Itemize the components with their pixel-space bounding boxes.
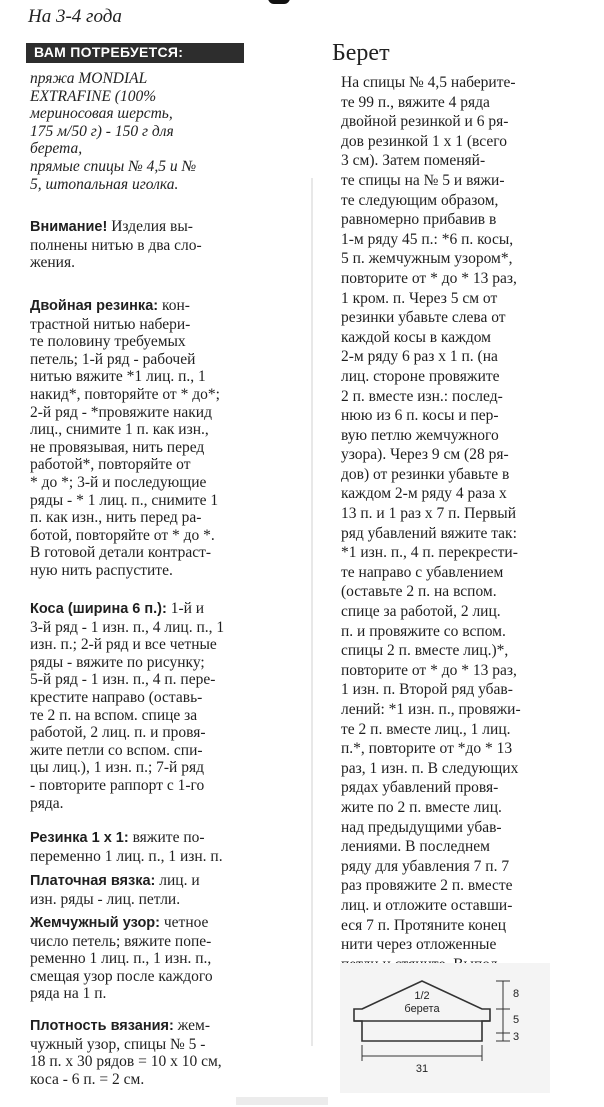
beret-text-line: лениями. В последнем (341, 838, 490, 856)
schematic-label-bottom: берета (404, 1003, 440, 1015)
double-rib-text: накид*, повторяйте от * до*; (30, 385, 220, 403)
garter-text: лиц. и (155, 872, 200, 889)
double-rib-label: Двойная резинка: (30, 298, 159, 314)
double-rib-text: ряды - * 1 лиц. п., снимите 1 (30, 491, 219, 509)
beret-text-line: нити через отложенные (341, 936, 497, 954)
gauge-text: коса - 6 п. = 2 см. (30, 1070, 145, 1088)
beret-text-line: дов резинкой 1 х 1 (всего (341, 132, 507, 150)
beret-text-line: п.*, повторите от *до * 13 (341, 740, 513, 758)
double-rib-section (30, 297, 268, 580)
age-heading: На 3-4 года (28, 6, 122, 27)
double-rib-text: ботой, повторяйте от * до *. (30, 526, 215, 544)
beret-text-line: 1 кром. п. Через 5 см от (341, 289, 498, 307)
garter-section (30, 872, 268, 908)
beret-text-line: На спицы № 4,5 наберите- (341, 74, 516, 91)
dim-label-8: 8 (513, 988, 520, 1000)
beret-text-line: 1-м ряду 45 п.: *6 п. косы, (341, 230, 514, 248)
pearl-pattern-section (30, 914, 268, 1003)
beret-instructions (341, 73, 591, 994)
beret-text-line: п. и провяжите со вспом. (341, 622, 506, 640)
beret-text-line: 5 п. жемчужным узором*, (341, 250, 513, 268)
double-rib-text: нитью вяжите *1 лиц. п., 1 (30, 368, 206, 386)
schematic-label-top: 1/2 (414, 990, 430, 1002)
double-rib-text: те половину требуемых (30, 333, 186, 351)
beret-text-line: те 2 п. вместе лиц., 1 лиц. (341, 720, 511, 738)
beret-text-line: лиц. стороне провяжите (341, 367, 500, 385)
beret-text-line: раз, 1 изн. п. В следующих (341, 759, 519, 777)
materials-line: 5, штопальная иголка. (30, 175, 179, 193)
double-rib-text: лиц., снимите 1 п. как изн., (30, 421, 209, 439)
attention-label: Внимание! (30, 219, 108, 235)
cable-label: Коса (ширина 6 п.): (30, 601, 167, 617)
cable-text: 3-й ряд - 1 изн. п., 4 лиц. п., 1 (30, 618, 225, 636)
beret-text-line: те спицы на № 5 и вяжи- (341, 171, 505, 189)
rib-1x1-text: переменно 1 лиц. п., 1 изн. п. (30, 847, 223, 865)
pearl-text-line (30, 914, 268, 933)
gauge-section (30, 1017, 268, 1088)
page-footer-fragment (236, 1097, 328, 1105)
garter-label: Платочная вязка: (30, 873, 156, 889)
double-rib-text-line (30, 297, 268, 316)
beret-text-line: еся 7 п. Протяните конец (341, 916, 507, 934)
pearl-text: четное (160, 914, 209, 931)
beret-text-line: те 99 п., вяжите 4 ряда (341, 93, 490, 111)
beret-text-line: лиц. и отложите оставши- (341, 896, 513, 914)
attention-text: Изделия вы- (107, 218, 193, 235)
beret-schematic (340, 963, 550, 1093)
beret-text-line: каждом 2-м ряду 4 раза х (341, 485, 507, 503)
beret-text-line: вую петлю жемчужного (341, 426, 499, 444)
cable-text: 1-й и (166, 600, 205, 617)
pearl-text: ременно 1 лиц. п., 1 изн. п., (30, 950, 212, 968)
beret-text-line: спице за работой, 2 лиц. (341, 603, 501, 621)
attention-text: полнены нитью в два сло- (30, 236, 202, 254)
beret-text-line: 13 п. и 1 раз х 7 п. Первый (341, 505, 516, 523)
double-rib-text: п. как изн., нить перед ра- (30, 509, 202, 527)
gauge-text: жем- (173, 1017, 211, 1034)
cable-text: изн. п.; 2-й ряд и все четные (30, 636, 217, 654)
beret-text-line: повторите от * до * 13 раз, (341, 661, 517, 679)
gauge-label: Плотность вязания: (30, 1018, 174, 1034)
materials-line: EXTRAFINE (100% (30, 87, 157, 105)
beret-text-line: (оставьте 2 п. на вспом. (341, 583, 497, 601)
cable-text: работой, 2 лиц. п. и провя- (30, 724, 206, 742)
gauge-text-line (30, 1017, 268, 1036)
beret-text-line: резинки убавьте слева от (341, 309, 506, 327)
double-rib-text: работой*, повторяйте от (30, 456, 191, 474)
dim-label-5: 5 (513, 1014, 520, 1026)
attention-text: жения. (30, 254, 75, 272)
double-rib-text: кон- (158, 297, 190, 314)
pearl-text: смещая узор после каждого (30, 967, 213, 985)
rib-1x1-text: вяжите по- (128, 829, 205, 846)
column-divider (311, 178, 313, 1046)
beret-text-line: раз провяжите 2 п. вместе (341, 877, 513, 895)
pearl-text: ряда на 1 п. (30, 985, 107, 1003)
beret-text-line: нюю из 6 п. косы и пер- (341, 407, 499, 425)
materials-heading-bar (26, 43, 244, 63)
schematic-background (340, 963, 550, 1093)
beret-text-line: 3 см). Затем поменяй- (341, 152, 486, 170)
cable-text: крестите направо (оставь- (30, 688, 203, 706)
beret-text-line: те направо с убавлением (341, 563, 504, 581)
cable-text: цы лиц.), 1 изн. п.; 7-й ряд (30, 759, 204, 777)
rib-1x1-section (30, 829, 268, 865)
beret-text-line: каждой косы в каждом (341, 328, 491, 346)
beret-text-line: двойной резинкой и 6 ря- (341, 113, 509, 131)
cable-text: ряда. (30, 794, 64, 812)
beret-text-line: те следующим образом, (341, 191, 499, 209)
beret-text-line: ряд убавлений вяжите так: (341, 524, 517, 542)
materials-line: прямые спицы № 4,5 и № (30, 157, 197, 175)
cable-text: 5-й ряд - 1 изн. п., 4 п. пере- (30, 671, 216, 689)
double-rib-text: трастной нитью набери- (30, 315, 191, 333)
beret-text-line: спицы 2 п. вместе лиц.)*, (341, 642, 509, 660)
attention-note (30, 218, 268, 272)
materials-line: пряжа MONDIAL (30, 70, 148, 87)
beret-text-line: 1 изн. п. Второй ряд убав- (341, 681, 513, 699)
materials-heading: ВАМ ПОТРЕБУЕТСЯ: (34, 44, 184, 60)
cable-text: те 2 п. на вспом. спице за (30, 706, 198, 724)
beret-title: Берет (332, 40, 390, 66)
beret-text-line: жите по 2 п. вместе лиц. (341, 798, 502, 816)
dim-label-31: 31 (415, 1063, 429, 1075)
beret-text-line: рядах убавлений провя- (341, 779, 499, 797)
materials-line: берета, (30, 140, 83, 158)
beret-text-line: повторите от * до * 13 раз, (341, 269, 517, 287)
double-rib-text: 2-й ряд - *провяжите накид (30, 403, 212, 421)
gauge-text: 18 п. х 30 рядов = 10 х 10 см, (30, 1053, 222, 1071)
pearl-text: число петель; вяжите попе- (30, 932, 212, 950)
garter-text: изн. ряды - лиц. петли. (30, 890, 181, 908)
materials-line: мериносовая шерсть, (30, 105, 173, 123)
materials-list (30, 70, 260, 193)
cable-text: ряды - вяжите по рисунку; (30, 653, 205, 671)
double-rib-text: * до *; 3-й и последующие (30, 473, 207, 491)
cable-text: жите петли со вспом. спи- (30, 741, 203, 759)
dim-label-3: 3 (513, 1031, 520, 1043)
beret-text-line: 2-м ряду 6 раз х 1 п. (на (341, 348, 498, 366)
double-rib-text: В готовой детали контраст- (30, 544, 212, 562)
beret-text-line: над предыдущими убав- (341, 818, 502, 836)
beret-text-line: *1 изн. п., 4 п. перекрести- (341, 544, 518, 562)
cable-text-line (30, 600, 268, 619)
double-rib-text: не провязывая, нить перед (30, 438, 205, 456)
cable-text: - повторите раппорт с 1-го (30, 776, 205, 794)
pearl-label: Жемчужный узор: (30, 915, 160, 931)
cable-section (30, 600, 268, 812)
beret-text-line: дов) от резинки убавьте в (341, 465, 510, 483)
header-fragment (268, 0, 290, 4)
gauge-text: чужный узор, спицы № 5 - (30, 1035, 206, 1053)
beret-text-line: равномерно прибавив в (341, 211, 497, 229)
materials-line: 175 м/50 г) - 150 г для (30, 122, 174, 140)
rib-1x1-text-line (30, 829, 268, 848)
rib-1x1-label: Резинка 1 х 1: (30, 830, 129, 846)
double-rib-text: ную нить распустите. (30, 561, 173, 579)
beret-text-line: 2 п. вместе изн.: послед- (341, 387, 503, 405)
beret-text-line: ряду для убавления 7 п. 7 (341, 857, 510, 875)
garter-text-line (30, 872, 268, 891)
beret-text-line: лений: *1 изн. п., провяжи- (341, 701, 521, 718)
double-rib-text: петель; 1-й ряд - рабочей (30, 350, 196, 368)
beret-text-line: узора). Через 9 см (28 ря- (341, 446, 509, 464)
